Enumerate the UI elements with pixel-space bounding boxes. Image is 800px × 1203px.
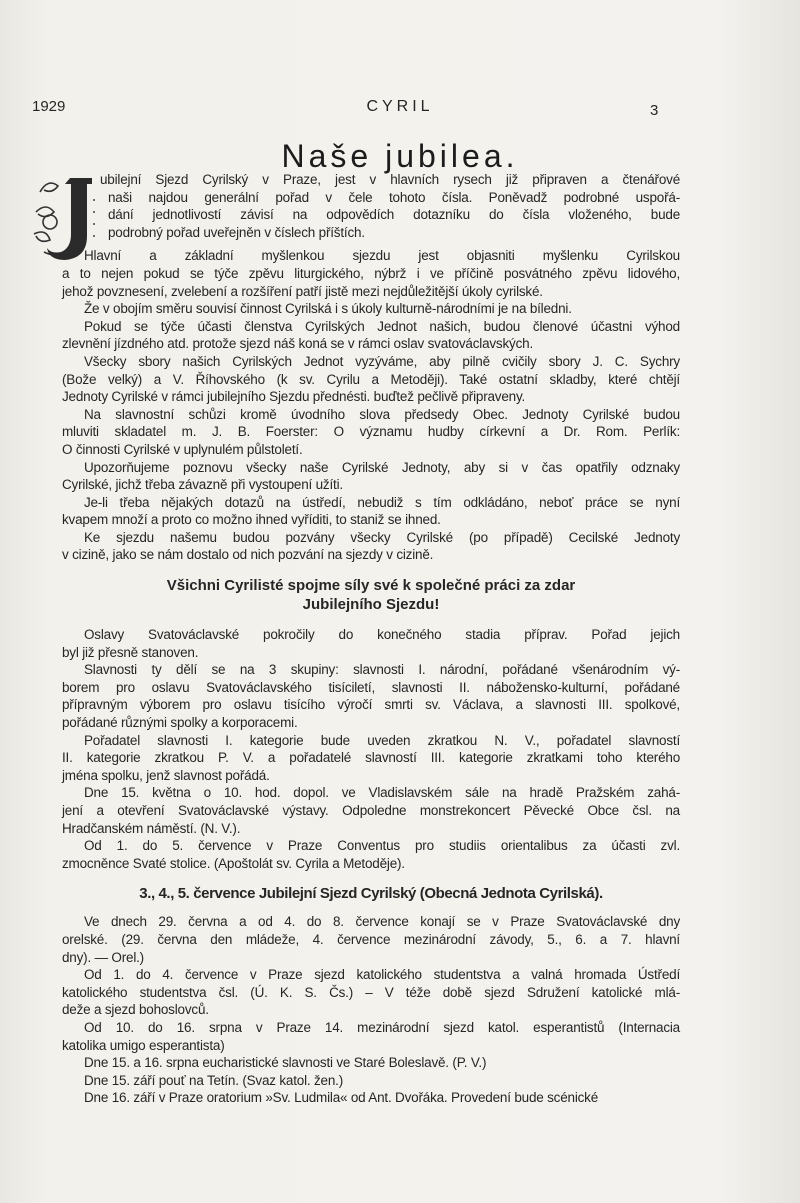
appeal-heading-line: Všichni Cyrilisté spojme síly své k společné práci za zdar (166, 577, 576, 595)
paragraph (62, 837, 680, 872)
text-line: naši najdou generální pořad v čele tohoto čísla. Poněvadž podrobné uspořá- (108, 189, 680, 205)
text-line: Ve dnech 29. června a od 4. do 8. července konají se v Praze Svatováclavské dny (84, 914, 680, 930)
text-line: jména spolku, jenž slavnost pořádá. (62, 767, 270, 783)
text-line: Na slavnostní schůzi kromě úvodního slova předsedy Obec. Jednoty Cyrilské budou (84, 406, 680, 422)
paragraph (62, 1054, 680, 1072)
text-line: byl již přesně stanoven. (62, 644, 199, 660)
congress-dates-heading: 3., 4., 5. července Jubilejní Sjezd Cyrilský (Obecná Jednota Cyrilská). (139, 885, 603, 903)
header-year: 1929 (32, 98, 66, 115)
article-title: Naše jubilea. (281, 138, 519, 174)
article-body (62, 171, 680, 1107)
text-line: Dne 15. a 16. srpna eucharistické slavnosti ve Staré Boleslavě. (P. V.) (84, 1055, 487, 1071)
text-line: orelské. (29. června den mládeže, 4. července mezinárodní závody, 5., 6. a 7. hlavní (62, 931, 680, 947)
paragraph (62, 494, 680, 529)
paragraph (62, 626, 680, 661)
appeal-heading (62, 576, 680, 614)
text-line: II. kategorie zkratkou P. V. a pořadatelé slavností III. kategorie zkratkami toho kterého (62, 750, 680, 766)
text-line: Hradčanském náměstí. (N. V.). (62, 820, 241, 836)
paragraph (62, 353, 680, 406)
text-line: deže a sjezd bohoslovců. (62, 1002, 209, 1018)
text-line: Hlavní a základní myšlenkou sjezdu jest objasniti myšlenku Cyrilskou (84, 248, 680, 264)
text-line: kvapem množí a proto co možno ihned vyříditi, to staniž se ihned. (62, 512, 441, 528)
text-line: Ke sjezdu našemu budou pozvány všecky Cyrilské (po případě) Cecilské Jednoty (84, 529, 680, 545)
paragraph (62, 913, 680, 966)
text-line: katolika umigo esperantista) (62, 1037, 225, 1053)
paragraph (62, 1019, 680, 1054)
paragraph (62, 406, 680, 459)
section-st-wenceslas-celebrations (62, 626, 680, 872)
header-page-number: 3 (650, 102, 659, 119)
text-line: Dne 16. září v Praze oratorium »Sv. Ludmila« od Ant. Dvořáka. Provedení bude scénické (84, 1090, 599, 1106)
text-line: přípravným výborem pro oslavu tisícího výročí smrti sv. Václava, a slavnosti III. spolkové, (62, 697, 680, 713)
header-journal-title: CYRIL (366, 98, 434, 115)
ornamental-initial-j-icon (30, 172, 98, 264)
text-line: Cyrilské, jichž třeba závazně při vystoupení užíti. (62, 477, 343, 493)
text-line: (Bože velký) a V. Říhovského (k sv. Cyrilu a Metoději). Také ostatní skladby, které chtějí (62, 371, 680, 387)
text-line: Všecky sbory našich Cyrilských Jednot vyzýváme, aby pilně cvičily sbory J. C. Sychry (84, 353, 680, 369)
paragraph (62, 1089, 680, 1107)
text-line: Od 10. do 16. srpna v Praze 14. mezinárodní sjezd katol. esperantistů (Internacia (84, 1019, 680, 1035)
text-line: Od 1. do 5. července v Praze Conventus pro studiis orientalibus za účasti zvl. (84, 838, 680, 854)
text-line: a to nejen pokud se týče zpěvu liturgického, nýbrž i ve příčině posvátného zpěvu lidového, (62, 265, 680, 281)
text-line: dání jednotlivostí závisí na odpovědích dotazníku do čísla vloženého, bude (108, 207, 680, 223)
text-line: Dne 15. září pouť na Tetín. (Svaz katol. žen.) (84, 1072, 344, 1088)
paragraph (62, 1072, 680, 1090)
section-events-schedule (62, 913, 680, 1107)
text-line: Slavnosti ty dělí se na 3 skupiny: slavnosti I. národní, pořádané všenárodním vý- (84, 662, 680, 678)
text-line: Upozorňujeme poznovu všecky naše Cyrilské Jednoty, aby si v čas opatřily odznaky (84, 459, 680, 475)
text-line: dny). — Orel.) (62, 949, 144, 965)
text-line: borem pro oslavu Svatováclavského tisíciletí, slavnosti II. nábožensko-kulturní, pořádané (62, 679, 680, 695)
section-jubilee-congress (62, 247, 680, 564)
paragraph (62, 318, 680, 353)
paragraph (62, 784, 680, 837)
paragraph (62, 247, 680, 300)
intro-row (62, 171, 680, 241)
paragraph (62, 732, 680, 785)
text-line: v cizině, jako se nám dostalo od nich pozvání na sjezdy v cizině. (62, 547, 434, 563)
paragraph (62, 459, 680, 494)
paragraph (62, 529, 680, 564)
text-line: jení a otevření Svatováclavské výstavy. Odpoledne monstrekoncert Pěvecké Obce čsl. na (62, 803, 680, 818)
text-line: Oslavy Svatováclavské pokročily do konečného stadia příprav. Pořad jejich (84, 627, 680, 643)
text-line: Dne 15. května o 10. hod. dopol. ve Vladislavském sále na hradě Pražském zahá- (84, 785, 680, 801)
text-line: Že v obojím směru souvisí činnost Cyrilská i s úkoly kulturně-národními je na bíledni. (84, 301, 572, 317)
paragraph (62, 300, 680, 318)
text-line: Od 1. do 4. července v Praze sjezd katolického studentstva a valná hromada Ústředí (84, 967, 680, 983)
text-line: O činnosti Cyrilské v uplynulém půlstoletí. (62, 441, 303, 457)
text-line: podrobný pořad uveřejněn v číslech příštích. (108, 224, 365, 240)
text-line: katolického studentstva čsl. (Ú. K. S. Čs.) – V téže době sjezd Sdružení katolické mlá- (62, 984, 680, 1000)
text-line: ubilejní Sjezd Cyrilský v Praze, jest v hlavních rysech již připraven a čtenářové (100, 172, 680, 187)
paragraph (62, 966, 680, 1019)
text-line: Je-li třeba nějakých dotazů na ústředí, nebudiž s tím odkládáno, neboť práce se nyní (84, 494, 680, 510)
text-line: Jednoty Cyrilské v rámci jubilejního Sjezdu přednésti. buďtež pečlivě připraveny. (62, 389, 526, 405)
intro-paragraph (100, 171, 680, 241)
appeal-heading-line: Jubilejního Sjezdu! (302, 596, 440, 614)
text-line: Pořadatel slavnosti I. kategorie bude uveden zkratkou N. V., pořadatel slavností (84, 732, 680, 748)
text-line: Pokud se týče účasti členstva Cyrilských Jednot našich, budou členové účastni výhod (84, 318, 680, 334)
paragraph (62, 661, 680, 731)
text-line: zmocněnce Svaté stolice. (Apoštolát sv. Cyrila a Metoděje). (62, 855, 405, 871)
text-line: mluviti skladatel m. J. B. Foerster: O významu hudby církevní a Dr. Rom. Perlík: (62, 424, 680, 440)
text-line: zlevnění jízdného atd. protože sjezd náš koná se v rámci oslav svatováclavských. (62, 336, 533, 352)
text-line: pořádané různými spolky a korporacemi. (62, 715, 298, 731)
text-line: jehož povznesení, zvelebení a rozšíření patří jistě mezi nejdůležitější úkoly cyrilské. (62, 283, 543, 299)
